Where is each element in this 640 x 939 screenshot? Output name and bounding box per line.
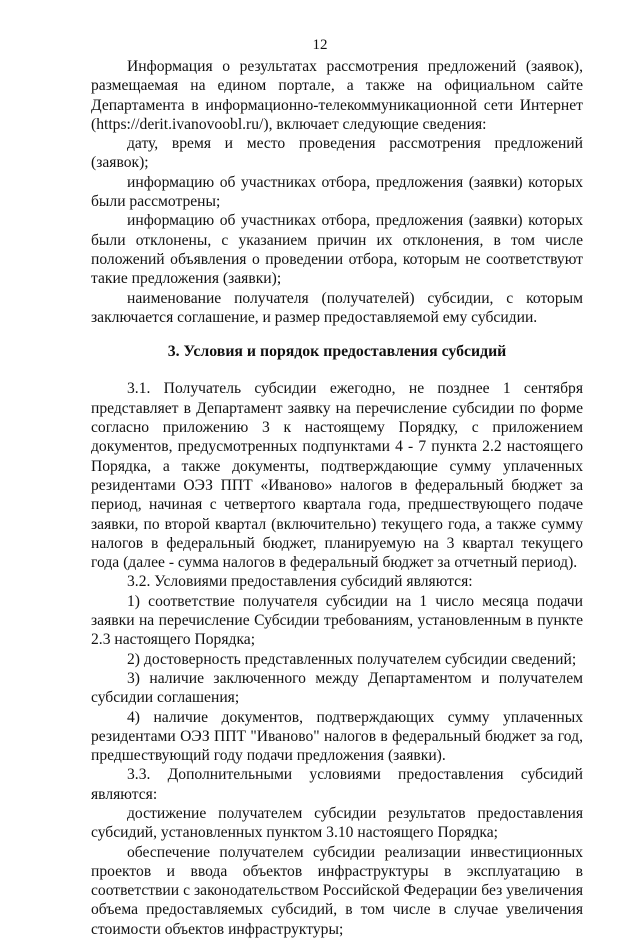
paragraph-date-time-place: дату, время и место проведения рассмотрения предложений (заявок); — [91, 135, 583, 172]
paragraph-participants-reviewed: информацию об участниках отбора, предложения (заявки) которых были рассмотрены; — [91, 173, 583, 211]
condition-4: 4) наличие документов, подтверждающих сумму уплаченных резидентами ОЭЗ ППТ "Иваново" налогов в федеральный бюджет за год, предшествующий году подачи предложения (заявки). — [91, 708, 583, 765]
paragraph-participants-rejected: информацию об участниках отбора, предложения (заявки) которых были отклонены, с указанием причин их отклонения, в том числе положений объявления о проведении отбора, которым не соответствуют такие предложения (заявки); — [91, 212, 583, 288]
paragraph-3-3: 3.3. Дополнительными условиями предоставления субсидий являются: — [91, 766, 583, 803]
condition-3: 3) наличие заключенного между Департаментом и получателем субсидии соглашения; — [91, 669, 583, 707]
page-number: 12 — [312, 37, 328, 53]
paragraph-results-info: Информация о результатах рассмотрения предложений (заявок), размещаемая на едином портале, а также на официальном сайте Департамента в информационно-телекоммуникационной сети Интернет (https://derit.ivanovoobl.ru/), включает следующие сведения: — [91, 58, 583, 133]
paragraph-3-1: 3.1. Получатель субсидии ежегодно, не позднее 1 сентября представляет в Департамент заявку на перечисление субсидии по форме согласно приложению 3 к настоящему Порядку, с приложением документов, предусмотренных подпунктами 4 - 7 пункта 2.2 настоящего Порядка, а также документы, подтверждающие сумму уплаченных резидентами ОЭЗ ППТ «Иваново» налогов в федеральный бюджет за период, начиная с четвертого квартала года, предшествующего подаче заявки, по второй квартал (включительно) текущего года, а также сумму налогов в федеральный бюджет, планируемую на 3 квартал текущего года (далее - сумма налогов в федеральный бюджет за отчетный период). — [91, 380, 583, 572]
paragraph-3-2: 3.2. Условиями предоставления субсидий являются: — [127, 573, 473, 591]
paragraph-recipient-name: наименование получателя (получателей) субсидии, с которым заключается соглашение, и размер предоставляемой ему субсидии. — [91, 289, 583, 326]
additional-condition-2: обеспечение получателем субсидии реализации инвестиционных проектов и ввода объектов инфраструктуры в эксплуатацию в соответствии с законодательством Российской Федерации без увеличения объема предоставляемых субсидий, в том числе в случае увеличения стоимости объектов инфраструктуры; — [91, 843, 583, 938]
condition-2: 2) достоверность представленных получателем субсидии сведений; — [127, 650, 577, 668]
section-heading: 3. Условия и порядок предоставления субсидий — [167, 343, 507, 361]
condition-1: 1) соответствие получателя субсидии на 1 число месяца подачи заявки на перечисление Субсидии требованиям, установленным в пункте 2.3 настоящего Порядка; — [91, 592, 583, 649]
document-body — [91, 57, 583, 939]
additional-condition-1: достижение получателем субсидии результатов предоставления субсидий, установленных пунктом 3.10 настоящего Порядка; — [91, 804, 583, 842]
